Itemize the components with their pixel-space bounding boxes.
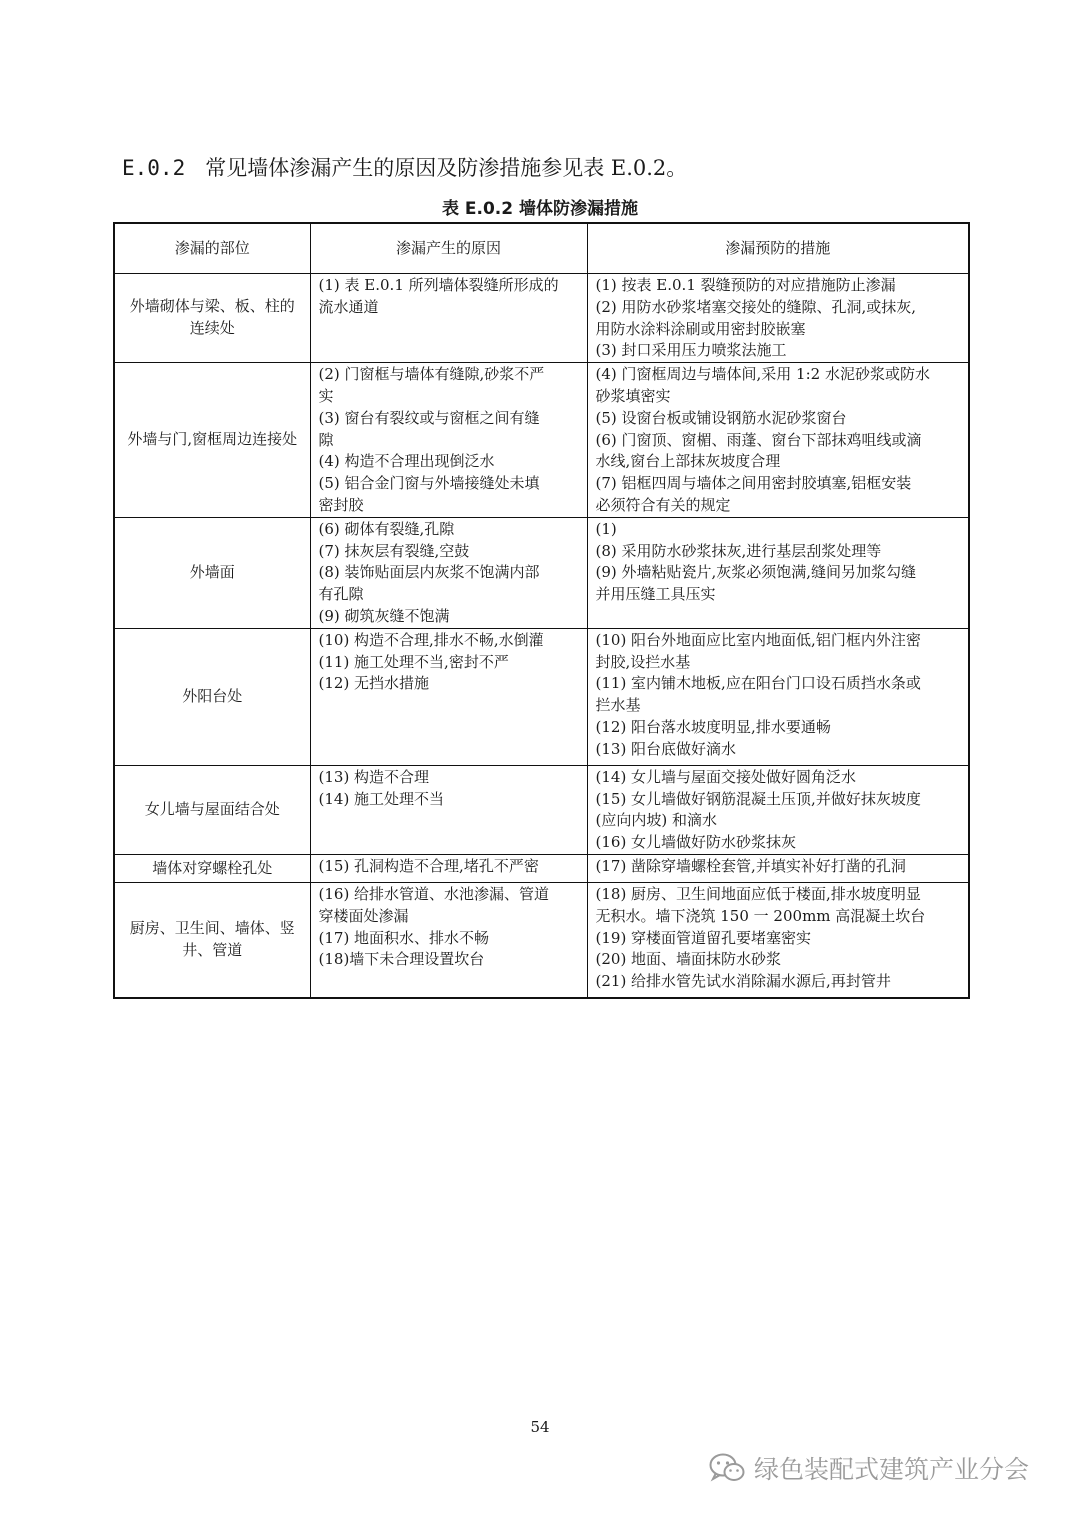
table-row [114, 628, 969, 765]
table-header-row [114, 223, 969, 274]
cell-location: 外墙面 [114, 517, 310, 628]
cause-line: 实 [318, 386, 334, 405]
cause-line: (17) 地面积水、排水不畅 [318, 928, 490, 947]
watermark-text: 绿色装配式建筑产业分会 [754, 1455, 1030, 1484]
clause-text: 常见墙体渗漏产生的原因及防渗措施参见表 E.0.2。 [205, 156, 688, 180]
prevention-line: 无积水。墙下浇筑 150 一 200mm 高混凝土坎台 [595, 906, 926, 925]
prevention-line: 必须符合有关的规定 [595, 495, 731, 514]
prevention-line: (3) 封口采用压力喷浆法施工 [595, 341, 787, 360]
cause-line: (7) 抹灰层有裂缝,空鼓 [318, 541, 470, 560]
cause-line: (1) 表 E.0.1 所列墙体裂缝所形成的 [318, 276, 559, 294]
cell-cause [310, 274, 587, 363]
header-prevention: 渗漏预防的措施 [587, 223, 969, 274]
prevention-line: (7) 铝框四周与墙体之间用密封胶填塞,铝框安装 [595, 474, 912, 493]
prevention-line: (17) 凿除穿墙螺栓套管,并填实补好打凿的孔洞 [595, 856, 906, 875]
page-number: 54 [530, 1418, 550, 1436]
cause-line: (10) 构造不合理,排水不畅,水倒灌 [318, 630, 544, 649]
table-row [114, 517, 969, 628]
clause-number: E.0.2 [122, 156, 186, 180]
prevention-line: (2) 用防水砂浆堵塞交接处的缝隙、孔洞,或抹灰, [595, 297, 917, 316]
cell-prevention [587, 274, 969, 363]
table-title: 表 E.0.2 墙体防渗漏措施 [441, 199, 639, 219]
header-cause: 渗漏产生的原因 [310, 223, 587, 274]
cause-line: (3) 窗台有裂纹或与窗框之间有缝 [318, 408, 540, 427]
cell-location: 外阳台处 [114, 628, 310, 765]
cause-line: (2) 门窗框与墙体有缝隙,砂浆不严 [318, 365, 545, 384]
cell-cause [310, 628, 587, 765]
wechat-icon [708, 1452, 746, 1484]
cause-line: 密封胶 [318, 495, 364, 514]
cell-prevention [587, 517, 969, 628]
table-row [114, 274, 969, 363]
cause-line: (14) 施工处理不当 [318, 789, 445, 808]
cause-line: 有孔隙 [318, 585, 364, 604]
watermark [708, 1446, 1029, 1490]
cell-cause [310, 882, 587, 998]
cause-line: (5) 铝合金门窗与外墙接缝处未填 [318, 474, 540, 493]
prevention-line: (19) 穿楼面管道留孔要堵塞密实 [595, 928, 812, 947]
prevention-line: (8) 采用防水砂浆抹灰,进行基层刮浆处理等 [595, 541, 882, 560]
prevention-line: (12) 阳台落水坡度明显,排水要通畅 [595, 717, 831, 736]
table-body [114, 274, 969, 999]
cell-prevention [587, 628, 969, 765]
cell-location: 墙体对穿螺栓孔处 [114, 854, 310, 882]
prevention-line: 用防水涂料涂刷或用密封胶嵌塞 [595, 319, 806, 338]
cause-line: 穿楼面处渗漏 [318, 906, 409, 925]
prevention-line: (应向内坡) 和滴水 [595, 811, 717, 830]
cell-cause [310, 765, 587, 854]
prevention-line: (11) 室内铺木地板,应在阳台门口设石质挡水条或 [595, 674, 921, 693]
cause-line: (16) 给排水管道、水池渗漏、管道 [318, 884, 550, 903]
prevention-line: (4) 门窗框周边与墙体间,采用 1:2 水泥砂浆或防水 [595, 365, 930, 384]
table-row [114, 854, 969, 882]
prevention-line: (10) 阳台外地面应比室内地面低,铝门框内外注密 [595, 630, 921, 649]
prevention-line: (20) 地面、墙面抹防水砂浆 [595, 950, 782, 969]
cell-prevention [587, 765, 969, 854]
cell-prevention [587, 363, 969, 518]
measures-table [113, 222, 970, 999]
prevention-line: (5) 设窗台板或铺设钢筋水泥砂浆窗台 [595, 408, 847, 427]
cause-line: (6) 砌体有裂缝,孔隙 [318, 519, 455, 538]
cell-prevention [587, 854, 969, 882]
cause-line: (13) 构造不合理 [318, 767, 430, 786]
cell-cause [310, 854, 587, 882]
cell-cause [310, 517, 587, 628]
cause-line: (18)墙下未合理设置坎台 [318, 950, 485, 969]
cause-line: (15) 孔洞构造不合理,堵孔不严密 [318, 856, 539, 875]
prevention-line: (1) [595, 519, 617, 538]
header-location: 渗漏的部位 [114, 223, 310, 274]
cause-line: (11) 施工处理不当,密封不严 [318, 652, 509, 671]
prevention-line: (15) 女儿墙做好钢筋混凝土压顶,并做好抹灰坡度 [595, 789, 921, 808]
cause-line: (4) 构造不合理出现倒泛水 [318, 452, 495, 471]
prevention-line: (14) 女儿墙与屋面交接处做好圆角泛水 [595, 767, 857, 786]
cause-line: 流水通道 [318, 297, 379, 316]
prevention-line: 拦水基 [595, 696, 641, 715]
prevention-line: (6) 门窗顶、窗楣、雨蓬、窗台下部抹鸡咀线或滴 [595, 430, 922, 449]
prevention-line: 砂浆填密实 [595, 386, 671, 405]
cell-location: 外墙砌体与梁、板、柱的连续处 [114, 274, 310, 363]
prevention-line: 封胶,设拦水基 [595, 652, 691, 671]
prevention-line: (18) 厨房、卫生间地面应低于楼面,排水坡度明显 [595, 884, 921, 903]
prevention-line: (9) 外墙粘贴瓷片,灰浆必须饱满,缝间另加浆勾缝 [595, 563, 917, 582]
prevention-line: (21) 给排水管先试水消除漏水源后,再封管井 [595, 972, 891, 991]
cell-prevention [587, 882, 969, 998]
cell-location: 女儿墙与屋面结合处 [114, 765, 310, 854]
cell-cause [310, 363, 587, 518]
cause-line: (9) 砌筑灰缝不饱满 [318, 606, 450, 625]
prevention-line: (13) 阳台底做好滴水 [595, 739, 737, 758]
table-row [114, 882, 969, 998]
cell-location: 外墙与门,窗框周边连接处 [114, 363, 310, 518]
cause-line: 隙 [318, 430, 334, 449]
cause-line: (8) 装饰贴面层内灰浆不饱满内部 [318, 563, 540, 582]
table-row [114, 363, 969, 518]
cause-line: (12) 无挡水措施 [318, 674, 430, 693]
prevention-line: 水线,窗台上部抹灰坡度合理 [595, 452, 781, 471]
clause-paragraph [122, 152, 687, 184]
prevention-line: 并用压缝工具压实 [595, 585, 716, 604]
prevention-line: (16) 女儿墙做好防水砂浆抹灰 [595, 833, 797, 852]
table-row [114, 765, 969, 854]
prevention-line: (1) 按表 E.0.1 裂缝预防的对应措施防止渗漏 [595, 276, 896, 294]
cell-location: 厨房、卫生间、墙体、竖井、管道 [114, 882, 310, 998]
